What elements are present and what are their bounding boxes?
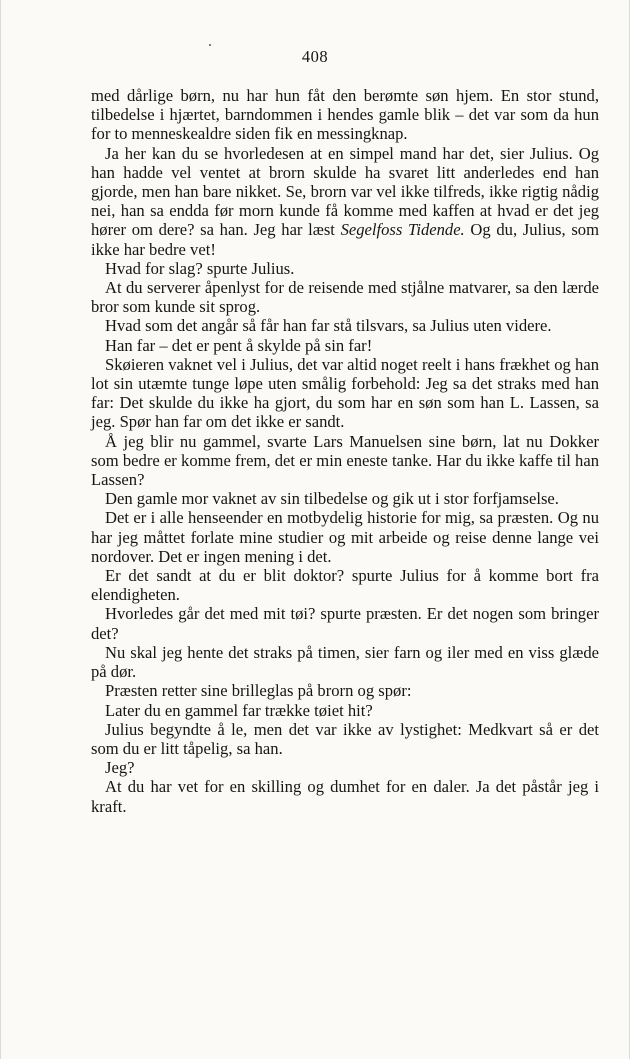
paragraph-13: Nu skal jeg hente det straks på timen, sier farn og iler med en viss glæde på dør. — [91, 642, 599, 682]
paragraph-5: Hvad som det angår så får han far stå tilsvars, sa Julius uten videre. — [105, 316, 552, 336]
paragraph-7: Skøieren vaknet vel i Julius, det var altid noget reelt i hans frækhet og han lot sin utæmte tunge løpe uten smålig forbehold: Jeg sa det straks med han far: Det skulde du ikke ha gjort, du som har en søn som han L. Lassen, sa jeg. Spør han far om det ikke er sandt. — [91, 354, 599, 432]
paragraph-2-tail: Og du, Julius, som ikke har bedre vet! — [91, 220, 600, 259]
body-text — [91, 86, 599, 816]
paragraph-2-text: Ja her kan du se hvorledesen at en simpel mand har det, sier Julius. Og han hadde vel ventet at brorn skulde ha svaret litt anderledes end han gjorde, men han bare nikket. Se, brorn var vel ikke tilfreds, ikke rigtig nådig nei, han sa endda før morn kunde få komme med kaffen at hvad er det jeg hører om dere? sa han. Jeg har læst — [91, 143, 599, 240]
paragraph-17: Jeg? — [105, 758, 135, 778]
paragraph-18: At du har vet for en skilling og dumhet for en daler. Ja det påstår jeg i kraft. — [91, 777, 599, 816]
paragraph-11: Er det sandt at du er blit doktor? spurte Julius for å komme bort fra elendigheten. — [91, 566, 599, 605]
paragraph-14: Præsten retter sine brilleglas på brorn og spør: — [105, 681, 412, 701]
paragraph-10: Det er i alle henseender en motbydelig historie for mig, sa præsten. Og nu har jeg måttet forlate mine studier og mit arbeide og reise denne lange vei nordover. Det er ingen mening i det. — [91, 508, 599, 566]
paragraph-6: Han far – det er pent å skylde på sin far! — [105, 335, 373, 355]
paragraph-3: Hvad for slag? spurte Julius. — [105, 258, 295, 278]
print-speck — [209, 44, 211, 46]
paragraph-2 — [91, 144, 599, 259]
paragraph-12: Hvorledes går det med mit tøi? spurte præsten. Er det nogen som bringer det? — [91, 604, 599, 643]
paragraph-15: Later du en gammel far trække tøiet hit? — [105, 700, 373, 720]
page-number: 408 — [301, 47, 329, 66]
paragraph-8: Å jeg blir nu gammel, svarte Lars Manuelsen sine børn, lat nu Dokker som bedre er komme frem, det er min eneste tanke. Har du ikke kaffe til han Lassen? — [91, 431, 599, 490]
paragraph-9: Den gamle mor vaknet av sin tilbedelse og gik ut i stor forfjamselse. — [105, 489, 559, 509]
paragraph-4: At du serverer åpenlyst for de reisende med stjålne matvarer, sa den lærde bror som kunde sit sprog. — [91, 278, 599, 317]
paragraph-1: med dårlige børn, nu har hun fåt den berømte søn hjem. En stor stund, tilbedelse i hjærtet, barndommen i hendes gamle blik – det var som da hun for to menneskealdre siden fik en messingknap. — [91, 86, 599, 144]
paragraph-16: Julius begyndte å le, men det var ikke av lystighet: Medkvart så er det som du er litt tåpelig, sa han. — [91, 719, 599, 758]
newspaper-title: Segelfoss Tidende. — [340, 220, 465, 240]
